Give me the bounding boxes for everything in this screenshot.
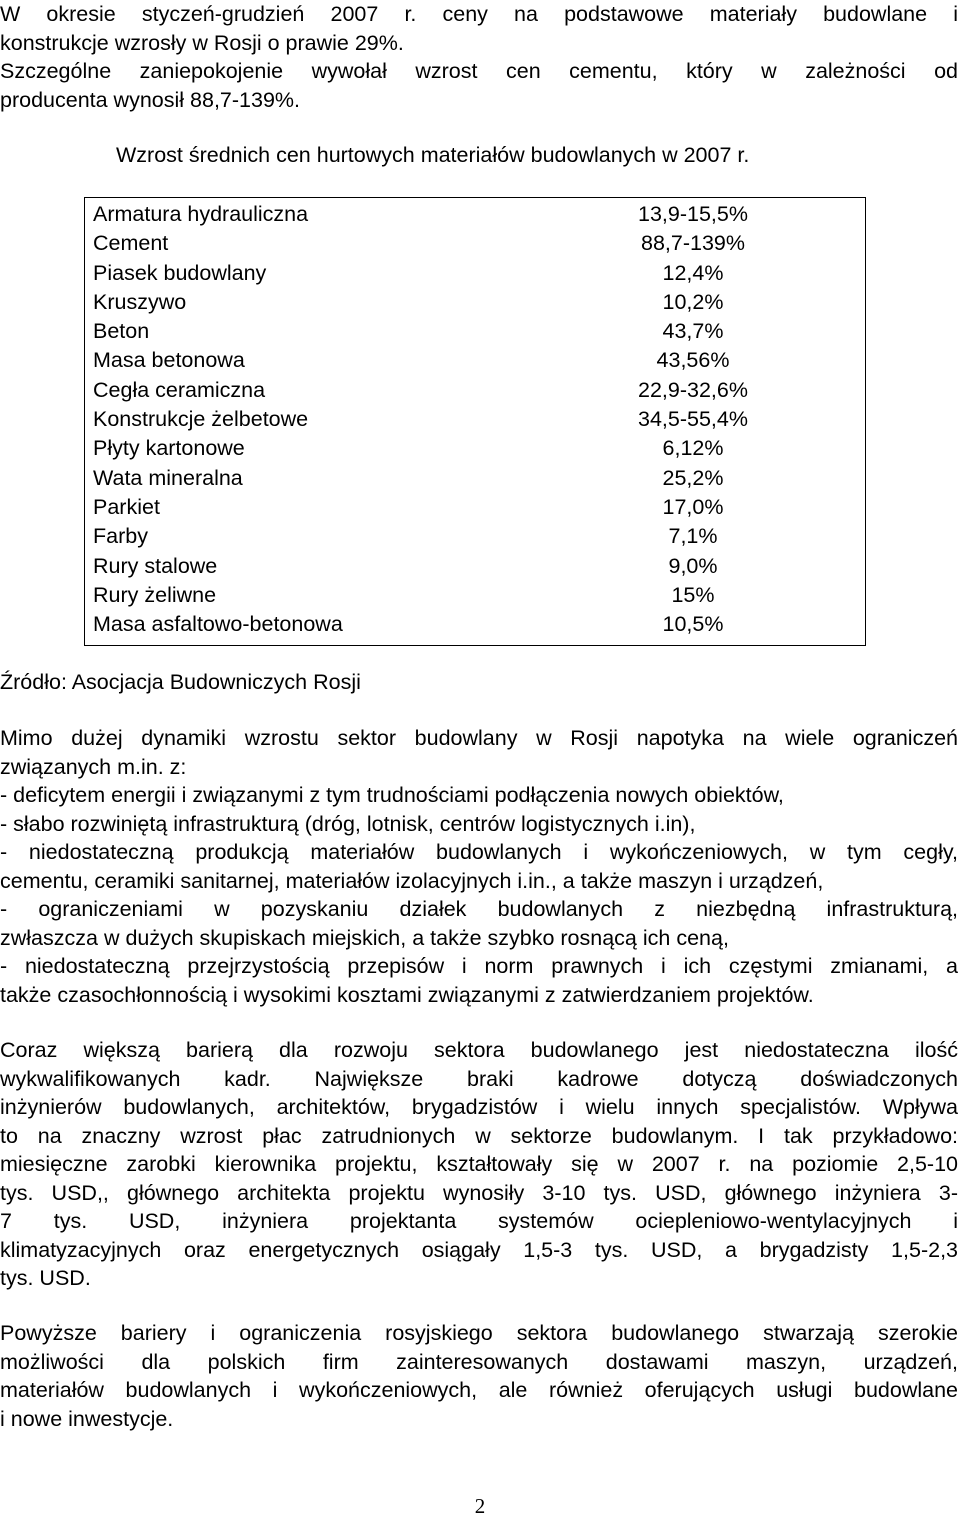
table-row (85, 610, 866, 646)
intro-paragraph (0, 0, 958, 114)
material-name: Płyty kartonowe (93, 436, 245, 461)
table-row (85, 376, 866, 405)
material-name: Piasek budowlany (93, 260, 267, 285)
price-increase: 43,56% (656, 348, 730, 373)
material-name: Rury stalowe (93, 553, 218, 578)
text-line: zwłaszcza w dużych skupiskach miejskich, a także szybko rosnącą ich ceną, (0, 925, 729, 950)
price-increase: 22,9-32,6% (638, 377, 748, 402)
text-line: tys. USD,, głównego architekta projektu wynosiły 3-10 tys. USD, głównego inżyniera 3- (0, 1180, 958, 1205)
text-line: klimatyzacyjnych oraz energetycznych osiągały 1,5-3 tys. USD, a brygadzisty 1,5-2,3 (0, 1237, 958, 1262)
text-line: miesięczne zarobki kierownika projektu, kształtowały się w 2007 r. na poziomie 2,5-10 (0, 1152, 958, 1176)
material-name: Farby (93, 524, 148, 549)
text-line: tys. USD. (0, 1266, 91, 1290)
text-line: Mimo dużej dynamiki wzrostu sektor budowlany w Rosji napotyka na wiele ograniczeń (0, 726, 958, 750)
price-increase: 7,1% (668, 524, 718, 549)
material-name: Masa betonowa (93, 348, 245, 373)
price-increase: 10,2% (662, 289, 724, 314)
price-increase: 6,12% (662, 436, 724, 461)
table-row (85, 464, 866, 493)
material-name: Rury żeliwne (93, 582, 217, 607)
text-line: wykwalifikowanych kadr. Największe braki kadrowe dotyczą doświadczonych (0, 1066, 958, 1091)
barriers-paragraph (0, 724, 958, 1009)
price-increase: 25,2% (662, 465, 724, 490)
page-number: 2 (474, 1494, 486, 1518)
text-line: Szczególne zaniepokojenie wywołał wzrost cen cementu, który w zależności od (0, 59, 958, 83)
staff-shortage-paragraph (0, 1036, 958, 1293)
price-increase: 43,7% (662, 319, 724, 344)
text-line: producenta wynosił 88,7-139%. (0, 87, 300, 112)
material-name: Cement (93, 231, 169, 256)
price-increase: 12,4% (662, 260, 724, 285)
text-line: 7 tys. USD, inżyniera projektanta systemów ociepleniowo-wentylacyjnych i (0, 1209, 958, 1233)
table-row (85, 317, 866, 346)
list-item: - ograniczeniami w pozyskaniu działek budowlanych z niezbędną infrastrukturą, (0, 897, 958, 921)
material-name: Parkiet (93, 494, 160, 519)
price-increase: 88,7-139% (641, 231, 745, 256)
table-row (85, 493, 866, 522)
table-caption: Wzrost średnich cen hurtowych materiałów budowlanych w 2007 r. (116, 143, 750, 167)
text-line: Coraz większą barierą dla rozwoju sektora budowlanego jest niedostateczna ilość (0, 1038, 958, 1062)
list-item: - słabo rozwiniętą infrastrukturą (dróg, lotnisk, centrów logistycznych i.in), (0, 811, 696, 836)
material-name: Masa asfaltowo-betonowa (93, 612, 343, 637)
text-line: i nowe inwestycje. (0, 1406, 174, 1431)
table-source-note: Źródło: Asocjacja Budowniczych Rosji (0, 670, 361, 694)
materials-price-table (84, 197, 866, 646)
text-line: inżynierów budowlanych, architektów, brygadzistów i wielu innych specjalistów. Wpływa (0, 1095, 958, 1119)
list-item: - deficytem energii i związanymi z tym trudnościami podłączenia nowych obiektów, (0, 783, 784, 807)
text-line: W okresie styczeń-grudzień 2007 r. ceny na podstawowe materiały budowlane i (0, 2, 958, 26)
text-line: Powyższe bariery i ograniczenia rosyjskiego sektora budowlanego stwarzają szerokie (0, 1321, 958, 1345)
list-item: - niedostateczną przejrzystością przepisów i norm prawnych i ich częstymi zmianami, a (0, 954, 958, 978)
text-line: materiałów budowlanych i wykończeniowych, ale również oferujących usługi budowlane (0, 1378, 958, 1402)
material-name: Kruszywo (93, 289, 187, 314)
material-name: Wata mineralna (93, 465, 243, 490)
text-line: możliwości dla polskich firm zainteresowanych dostawami maszyn, urządzeń, (0, 1349, 958, 1374)
opportunities-paragraph (0, 1319, 958, 1433)
table-row (85, 259, 866, 288)
material-name: Cegła ceramiczna (93, 377, 266, 402)
table-row (85, 552, 866, 581)
table-row (85, 522, 866, 551)
list-item: - niedostateczną produkcją materiałów budowlanych i wykończeniowych, w tym cegły, (0, 840, 958, 864)
text-line: konstrukcje wzrosły w Rosji o prawie 29%. (0, 30, 404, 55)
table-row (85, 346, 866, 375)
price-increase: 15% (671, 582, 715, 607)
table-row (85, 229, 866, 258)
material-name: Armatura hydrauliczna (93, 202, 309, 226)
table-row (85, 198, 866, 230)
price-increase: 9,0% (668, 553, 718, 578)
material-name: Konstrukcje żelbetowe (93, 407, 309, 432)
text-line: cementu, ceramiki sanitarnej, materiałów izolacyjnych i.in., a także maszyn i urządzeń, (0, 868, 824, 893)
table-row (85, 434, 866, 463)
text-line: także czasochłonnością i wysokimi kosztami związanymi z zatwierdzaniem projektów. (0, 982, 814, 1007)
table-row (85, 288, 866, 317)
price-increase: 17,0% (662, 494, 724, 519)
price-increase: 13,9-15,5% (638, 202, 748, 226)
table-row (85, 405, 866, 434)
material-name: Beton (93, 319, 150, 344)
text-line: to na znaczny wzrost płac zatrudnionych w sektorze budowlanym. I tak przykładowo: (0, 1123, 958, 1148)
table-row (85, 581, 866, 610)
price-increase: 34,5-55,4% (638, 407, 748, 432)
text-line: związanych m.in. z: (0, 754, 187, 779)
price-increase: 10,5% (662, 612, 724, 637)
